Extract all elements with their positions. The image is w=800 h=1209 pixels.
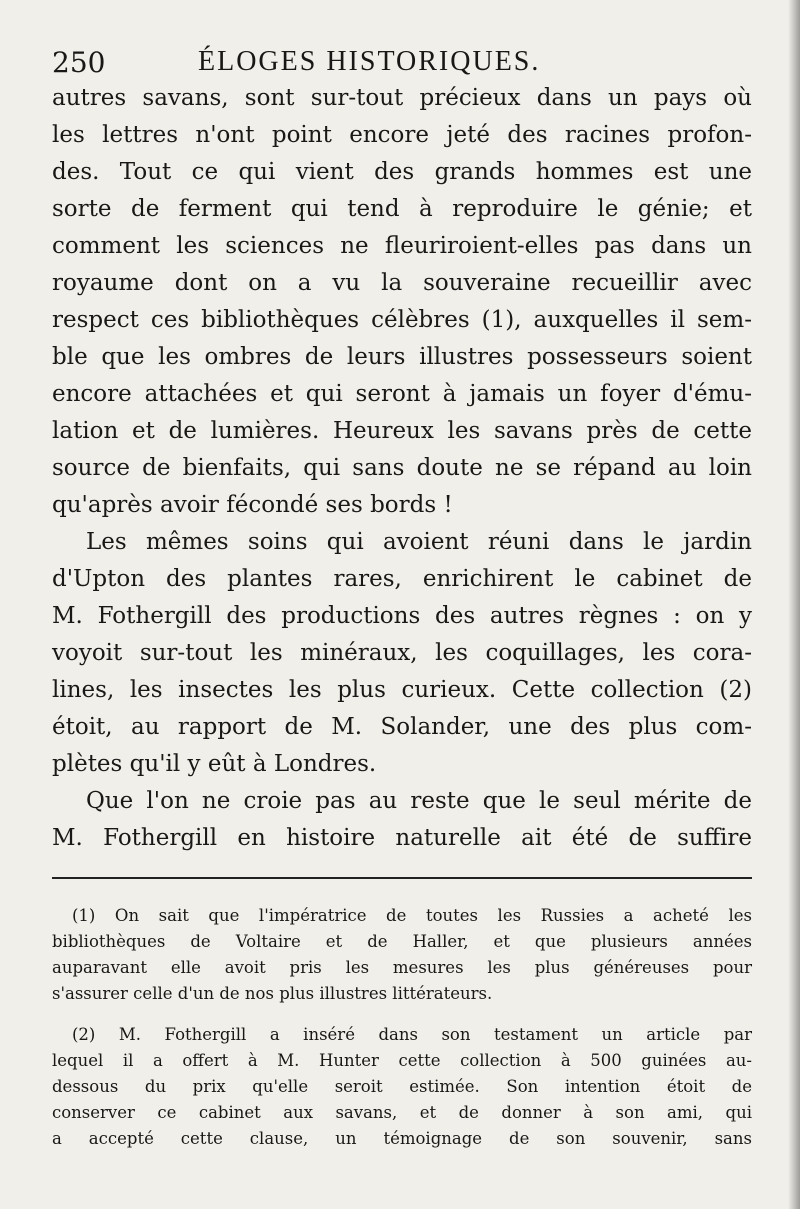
footnote-line: bibliothèques de Voltaire et de Haller, et que plusieurs années bbox=[52, 932, 752, 951]
footnote-line: s'assurer celle d'un de nos plus illustres littérateurs. bbox=[52, 984, 493, 1003]
text-line: M. Fothergill en histoire naturelle ait été de suffire bbox=[52, 825, 752, 851]
footnote-2 bbox=[52, 1022, 752, 1152]
text-line: des. Tout ce qui vient des grands hommes est une bbox=[52, 159, 752, 185]
footnote-line: a accepté cette clause, un témoignage de son souvenir, sans bbox=[52, 1129, 752, 1148]
page-header bbox=[52, 44, 752, 84]
text-line: M. Fothergill des productions des autres règnes : on y bbox=[52, 603, 752, 629]
text-line: ble que les ombres de leurs illustres possesseurs soient bbox=[52, 344, 752, 370]
text-line: qu'après avoir fécondé ses bords ! bbox=[52, 492, 453, 518]
footnote-line: lequel il a offert à M. Hunter cette collection à 500 guinées au- bbox=[52, 1051, 752, 1070]
footnote-divider bbox=[52, 877, 752, 879]
footnote-line: auparavant elle avoit pris les mesures les plus généreuses pour bbox=[52, 958, 752, 977]
paragraph-first-line: Que l'on ne croie pas au reste que le seul mérite de bbox=[86, 788, 752, 814]
text-line: respect ces bibliothèques célèbres (1), auxquelles il sem- bbox=[52, 307, 752, 333]
text-line: d'Upton des plantes rares, enrichirent le cabinet de bbox=[52, 566, 752, 592]
text-line: étoit, au rapport de M. Solander, une des plus com- bbox=[52, 714, 752, 740]
page-number: 250 bbox=[52, 46, 106, 79]
text-line: plètes qu'il y eût à Londres. bbox=[52, 751, 377, 777]
text-line: voyoit sur-tout les minéraux, les coquillages, les cora- bbox=[52, 640, 752, 666]
text-line: comment les sciences ne fleuriroient-elles pas dans un bbox=[52, 233, 752, 259]
footnote-line: (2) M. Fothergill a inséré dans son testament un article par bbox=[72, 1025, 752, 1044]
text-line: encore attachées et qui seront à jamais un foyer d'ému- bbox=[52, 381, 752, 407]
text-line: royaume dont on a vu la souveraine recueillir avec bbox=[52, 270, 752, 296]
footnote-line: (1) On sait que l'impératrice de toutes les Russies a acheté les bbox=[72, 906, 752, 925]
running-head: ÉLOGES HISTORIQUES. bbox=[198, 46, 541, 77]
text-line: sorte de ferment qui tend à reproduire le génie; et bbox=[52, 196, 752, 222]
footnote-line: dessous du prix qu'elle seroit estimée. Son intention étoit de bbox=[52, 1077, 752, 1096]
text-line: les lettres n'ont point encore jeté des racines profon- bbox=[52, 122, 752, 148]
text-line: source de bienfaits, qui sans doute ne se répand au loin bbox=[52, 455, 752, 481]
footnote-1 bbox=[52, 903, 752, 1007]
text-line: lines, les insectes les plus curieux. Cette collection (2) bbox=[52, 677, 752, 703]
paragraph-first-line: Les mêmes soins qui avoient réuni dans le jardin bbox=[86, 529, 752, 555]
main-text bbox=[52, 80, 752, 857]
text-line: autres savans, sont sur-tout précieux dans un pays où bbox=[52, 85, 752, 111]
text-line: lation et de lumières. Heureux les savans près de cette bbox=[52, 418, 752, 444]
footnote-line: conserver ce cabinet aux savans, et de donner à son ami, qui bbox=[52, 1103, 752, 1122]
